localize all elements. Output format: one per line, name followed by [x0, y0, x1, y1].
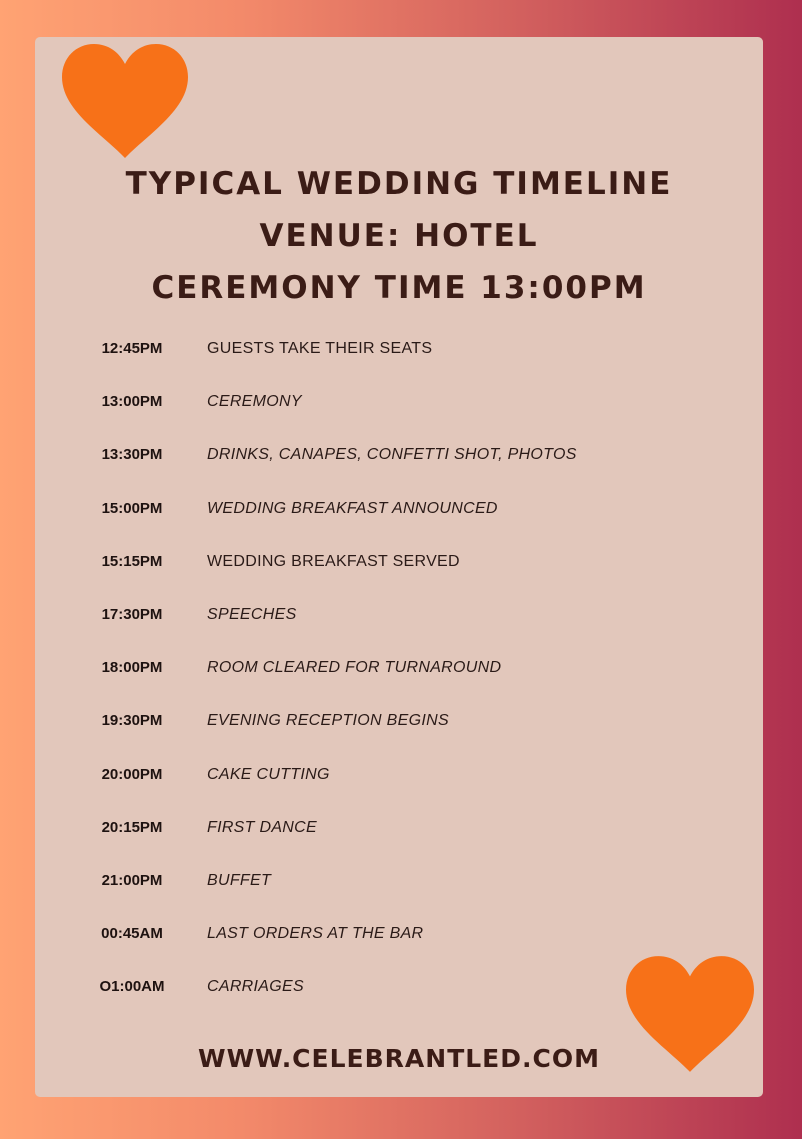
timeline-event: ROOM CLEARED FOR TURNAROUND: [207, 659, 502, 677]
timeline-time: 18:00PM: [101, 659, 163, 677]
timeline-time: 20:00PM: [101, 765, 163, 783]
timeline-row: [0, 656, 802, 680]
timeline-row: [0, 550, 802, 574]
timeline-event: FIRST DANCE: [207, 818, 317, 836]
timeline-event: BUFFET: [207, 872, 272, 889]
page-title: [35, 158, 763, 314]
timeline-event: CAKE CUTTING: [207, 765, 330, 783]
timeline-time: 20:15PM: [101, 818, 163, 836]
timeline-time: 15:00PM: [101, 499, 163, 517]
timeline-time: 12:45PM: [101, 340, 163, 357]
timeline-row: [0, 443, 802, 467]
timeline-row: [0, 390, 802, 414]
heart-shape: [62, 44, 188, 158]
timeline-time: 00:45AM: [101, 925, 163, 943]
timeline-row: [0, 763, 802, 787]
timeline-row: [0, 709, 802, 733]
timeline-row: [0, 337, 802, 361]
timeline-time: 15:15PM: [101, 552, 163, 570]
timeline-event: EVENING RECEPTION BEGINS: [207, 712, 449, 730]
title-line: TYPICAL WEDDING TIMELINE: [125, 166, 673, 202]
timeline-event: WEDDING BREAKFAST SERVED: [207, 552, 460, 570]
timeline-row: [0, 922, 802, 946]
timeline-event: GUESTS TAKE THEIR SEATS: [207, 340, 433, 357]
timeline-time: 13:00PM: [101, 393, 163, 411]
timeline-event: SPEECHES: [207, 606, 297, 623]
timeline-time: 17:30PM: [101, 606, 163, 623]
heart-icon: [62, 44, 188, 158]
timeline-time: O1:00AM: [99, 978, 165, 996]
timeline-row: [0, 497, 802, 521]
timeline-time: 21:00PM: [101, 872, 163, 889]
timeline-row: [0, 816, 802, 840]
timeline-row: [0, 869, 802, 893]
title-line-venue: VENUE: HOTEL: [259, 218, 539, 254]
timeline-event: CEREMONY: [207, 393, 302, 411]
timeline-time: 13:30PM: [101, 446, 163, 464]
website-url: WWW.CELEBRANTLED.COM: [198, 1044, 600, 1073]
timeline-row: [0, 603, 802, 627]
timeline-event: DRINKS, CANAPES, CONFETTI SHOT, PHOTOS: [207, 446, 577, 464]
timeline-event: LAST ORDERS AT THE BAR: [207, 925, 424, 943]
timeline-event: WEDDING BREAKFAST ANNOUNCED: [207, 499, 498, 517]
timeline-time: 19:30PM: [101, 712, 163, 730]
title-line-ceremony-time: CEREMONY TIME 13:00PM: [151, 270, 647, 306]
timeline-row: [0, 975, 802, 999]
timeline-event: CARRIAGES: [207, 978, 304, 996]
